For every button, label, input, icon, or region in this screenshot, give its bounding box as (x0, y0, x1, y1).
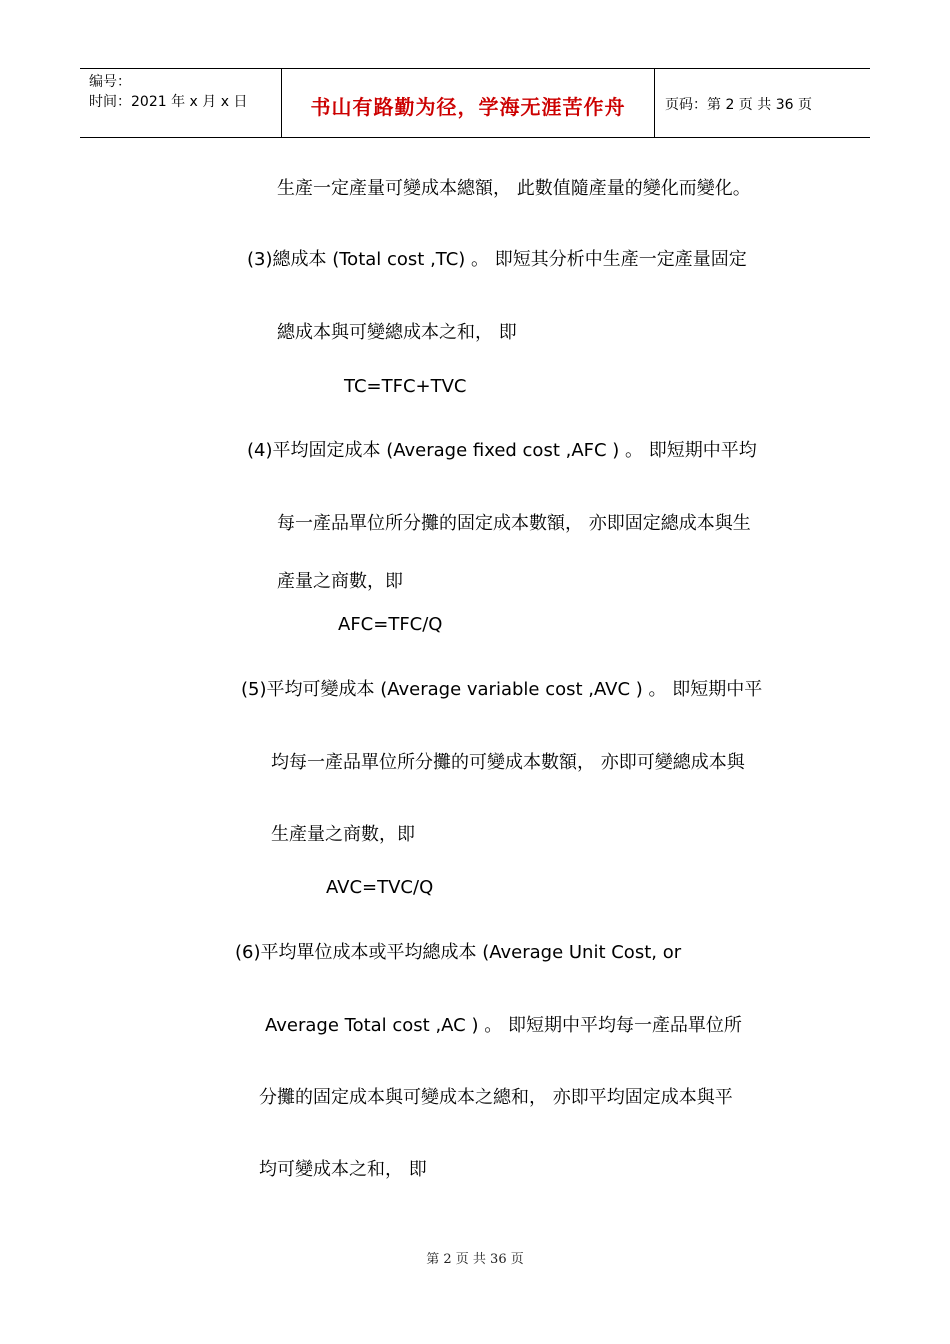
body-line: 生產量之商數，即 (271, 824, 415, 845)
header-page-cell (655, 69, 870, 137)
body-line: (4)平均固定成本 (Average fixed cost ,AFC ) 。 即短期中平均 (247, 440, 757, 461)
body-line: 均每一產品單位所分攤的可變成本數額， 亦即可變總成本與 (271, 752, 745, 773)
body-line: (5)平均可變成本 (Average variable cost ,AVC ) 。 即短期中平 (241, 679, 763, 700)
motto: 书山有路勤为径，学海无涯苦作舟 (310, 95, 626, 119)
formula-afc: AFC=TFC/Q (338, 614, 443, 635)
body-line: 分攤的固定成本與可變成本之總和， 亦即平均固定成本與平 (259, 1087, 733, 1108)
body-line: 均可變成本之和， 即 (259, 1159, 427, 1180)
body-line: (3)總成本 (Total cost ,TC) 。 即短其分析中生產一定產量固定 (247, 249, 747, 270)
header-motto-cell (282, 69, 655, 137)
date-label: 时间：2021 年 x 月 x 日 (89, 94, 248, 110)
header-page-label: 页码：第 2 页 共 36 页 (665, 97, 812, 113)
document-header (80, 68, 870, 138)
body-line: (6)平均單位成本或平均總成本 (Average Unit Cost, or (235, 942, 682, 963)
body-line: 生產一定產量可變成本總額， 此數值隨產量的變化而變化。 (277, 178, 751, 199)
header-meta-cell (80, 69, 282, 137)
number-label: 编号： (89, 74, 131, 90)
body-line: 每一產品單位所分攤的固定成本數額， 亦即固定總成本與生 (277, 513, 751, 534)
formula-tc: TC=TFC+TVC (344, 376, 467, 397)
page-footer: 第 2 页 共 36 页 (426, 1252, 524, 1267)
formula-avc: AVC=TVC/Q (326, 877, 434, 898)
body-line: Average Total cost ,AC ) 。 即短期中平均每一產品單位所 (265, 1015, 742, 1036)
body-line: 產量之商數，即 (277, 571, 403, 592)
body-line: 總成本與可變總成本之和， 即 (277, 322, 517, 343)
